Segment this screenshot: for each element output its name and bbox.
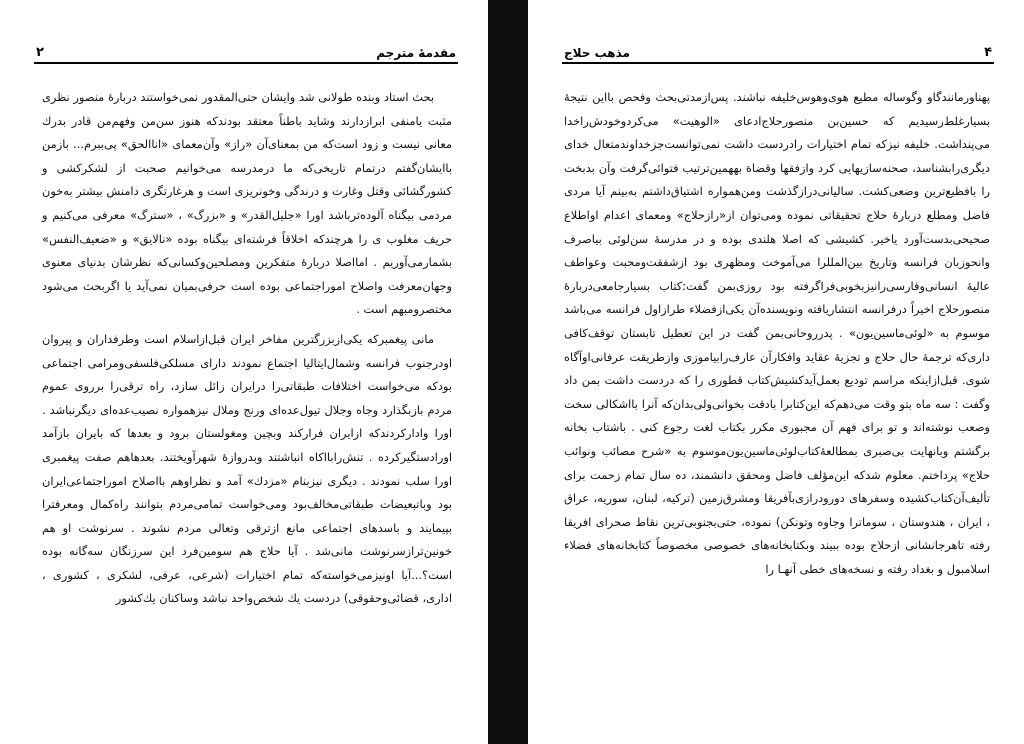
right-page-body [564, 86, 990, 587]
left-page-body [42, 86, 452, 617]
right-page-running-title: مذهب حلاج [564, 46, 630, 60]
right-page-number: ۴ [984, 45, 992, 60]
book-gutter [488, 0, 528, 744]
left-page [0, 0, 488, 744]
paragraph: پهناورمانندگاو وگوساله مطیع هوی‌وهوس‌خلیفه نباشند. پس‌ازمدتی‌بحث وفحص بااین نتیجهٔ بسیارغلط‌رسیدیم که حسین‌بن منصورحلاج‌ادعای «الوهیت» می‌کردوخودش‌راخدا می‌پنداشت. خلیفه نیزکه تمام اختیارات رادردست داشت نمی‌توانست‌جزخداوندمتعال خدای دیگری‌رابشناسد، صحنه‌سازیهایی کرد وازفقها وقضاة بههمین‌ترتیب فتوائی‌گرفت وآن بدبخت را بافظیع‌ترین وضعی‌کشت. سالیانی‌درازگذشت ومن‌همواره اشتیاق‌داشتم به‌بینم آیا مردی فاضل ومطلع دربارهٔ حلاج تحقیقاتی نموده ومی‌توان از«رازحلاج» ومعمای اعدام اواطلاع صحیحی‌بدست‌آورد یاخیر. کشیشی که اصلا هلندی بوده و در مدرسهٔ سن‌لوئی بیاصرف وانحوزبان فرانسه وتاریخ بین‌المللرا می‌آموخت ومظهری بود ازشفقت‌ومحبت وعواطف عالیهٔ انسانی‌وفارسی‌رانیزبخوبی‌فراگرفته بود روزی‌بمن گفت:کتاب بسیارجامعی‌دربارهٔ منصورحلاج اخیراً درفرانسه انتشاریافته ونویسنده‌آن یکی‌ازفضلاء طرازاول فرانسه می‌باشد موسوم به «لوئی‌ماسین‌یون» . پدرروحانی‌بمن گفت در این تعطیل تابستان توقف‌کافی داری‌که ترجمهٔ حال حلاج و تجزیهٔ عقاید وافکارآن عارف‌رابیاموزی وازطریقت عرفانی‌اوآگاه شوی. قبل‌ازاینکه مراسم تودیع بعمل‌آید‌کشیش‌کتاب قطوری را که دردست داشت بمن داد وگفت : سه ماه بتو وقت می‌دهم‌که این‌کتابرا بادقت بخوانی‌ولی‌بدان‌که آنرا بااشکالی سخت وصعب نوشته‌اند و تو برای فهم آن مجبوری مکرر بکتاب لغت رجوع کنی . باشتاب بخانه برگشتم وبانهایت بی‌صبری بمطالعهٔ‌کتاب‌لوئی‌ماسین‌یون‌موسوم به «شرح مصائب ونوائب حلاج» پرداختم. معلوم شدکه این‌مؤلف فاضل ومحقق دانشمند، ده سال تمام زحمت برای تألیف‌آن‌کتاب‌کشیده وسفرهای دورودرازی‌بآفریقا ومشرق‌زمین (ترکیه، لبنان، سوریه، عراق ، ایران ، هندوستان ، سوماترا وجاوه وتونکن) نموده، حتی‌بجنوبی‌ترین نقاط صحرای افریقا رفته تاهرجانشانی ازحلاج بوده ببیند وبکتابخانه‌های خصوصی مخصوصاً کتابخانه‌های فضلاء اسلامبول و بغداد رفته و نسخه‌های خطی آنهـا را [564, 90, 990, 576]
left-page-number: ۲ [36, 45, 44, 60]
paragraph: بحث استاد وبنده طولانی شد وایشان حتی‌المقدور نمی‌خواستند دربارهٔ منصور نظری مثبت یامنفی ابرازدارند وشاید باطناً معتقد بودندکه هنوز سن‌من وفهم‌من قادر بدرك معانی نیست و زود است‌که من بمعنای‌آن «راز» وآن‌معمای «اناالحق» پی‌ببرم... بازمن باایشان‌گفتم درتمام تاریخی‌که ما درمدرسه می‌خوانیم صحبت از لشکرکشی و کشورگشائی وقتل وغارت و درندگی وخونریزی است و هرغارتگری دامنش بیشتر به‌خون مردمی بیگناه آلوده‌ترباشد اورا «جلیل‌القدر» و «بزرگ» ، «سترگ» معرفی می‌کنیم و حریف مغلوب‌ ی را هرچندکه اخلاقاً فرشته‌ای بیگناه بوده «نالایق» و «ضعیف‌النفس» بشمارمی‌آوریم . امااصلا دربارهٔ متفکرین ومصلحین‌وکسانی‌که نظرشان بدنیای معنوی وجهان‌معرفت واصلاح اموراجتماعی بوده است حرفی‌بمیان نمی‌آید یا اگربحث می‌شود مختصرومبهم است . [42, 90, 452, 317]
right-header-rule [562, 62, 994, 64]
right-page [528, 0, 1024, 744]
left-page-header [36, 38, 456, 60]
left-page-running-title: مقدمهٔ مترجم [376, 46, 456, 60]
left-header-rule [34, 62, 458, 64]
paragraph: مانی پیغمبرکه یکی‌ازبزرگترین مفاخر ایران قبل‌ازاسلام است وطرفداران و پیروان اودرجنوب فرانسه وشمال‌ایتالیا اجتماع نمودند دارای مسلکی‌فلسفی‌ومرامی اجتماعی بودکه می‌خواست اختلافات طبقاتی‌را درایران زائل سازد، راه ترقی‌را برروی عموم مردم بازبگذارد وجاه وجلال تیول‌عده‌ای ورنج وملال نیزهمواره نصیب‌عده‌ای دیگرنباشد . اورا وادارکردندکه ازایران فرارکند وبچین ومغولستان برود و بعدها که بایران بازآمد اورادستگیرکرده . تنش‌رابااکاه انباشتند وبدروازهٔ شهرآویختند. بعدهاهم صفت پیغمبری اورا سلب نمودند . دیگری نیزبنام «مزدك» آمد و نظراوهم بااصلاح اموراجتماعی‌ایران بود وباتبعیضات طبقاتی‌مخالف‌بود ومی‌خواست تمامی‌مردم بتوانند راه‌کمال ومعرفترا بپیمایند و باسدهای اجتماعی مانع ازترقی وتعالی مردم نشوند . سرنوشت او هم خونین‌ترازسرنوشت مانی‌شد . آیا حلاج هم سومین‌فرد این سرزنگان سه‌گانه بوده است؟...آیا اونیزمی‌خواسته‌که تمام اختیارات (شرعی، عرفی، لشکری ، کشوری ، اداری، قضائی‌وحقوقی) دردست یك شخص‌واحد نباشد وساکنان یك‌کشور [42, 331, 452, 606]
right-page-header [564, 38, 992, 60]
